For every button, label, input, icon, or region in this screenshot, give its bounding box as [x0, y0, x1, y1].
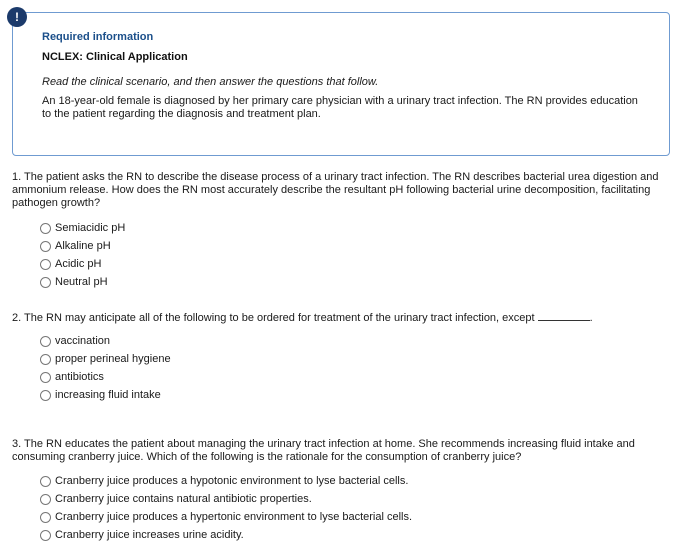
- question-2-suffix: .: [589, 312, 593, 324]
- option-label: Cranberry juice produces a hypotonic environment to lyse bacterial cells.: [55, 475, 409, 487]
- option-label: antibiotics: [55, 371, 104, 383]
- option-label: Semiacidic pH: [55, 222, 126, 234]
- option-label: Cranberry juice contains natural antibiotic properties.: [55, 493, 312, 505]
- radio-button[interactable]: [40, 336, 51, 347]
- question-3-text: 3. The RN educates the patient about managing the urinary tract infection at home. She recommends increasing fluid intake and consuming cranberry juice. Which of the following is the rationale for the consumption of cranberry juice?: [12, 438, 635, 463]
- question-3: [12, 438, 662, 541]
- option-label: Neutral pH: [55, 276, 108, 288]
- question-2-text-line: [12, 311, 662, 325]
- radio-button[interactable]: [40, 259, 51, 270]
- question-3-option-4[interactable]: [40, 526, 412, 544]
- option-label: Acidic pH: [55, 258, 102, 270]
- required-information-panel: [12, 12, 670, 156]
- radio-button[interactable]: [40, 494, 51, 505]
- radio-button[interactable]: [40, 390, 51, 401]
- question-2-text: 2. The RN may anticipate all of the following to be ordered for treatment of the urinary tract infection, except: [12, 312, 535, 324]
- question-3-options: [40, 472, 412, 544]
- option-label: Alkaline pH: [55, 240, 111, 252]
- info-subheading: NCLEX: Clinical Application: [42, 51, 188, 63]
- question-3-option-1[interactable]: [40, 472, 412, 490]
- question-2-option-2[interactable]: [40, 350, 171, 368]
- radio-button[interactable]: [40, 512, 51, 523]
- option-label: proper perineal hygiene: [55, 353, 171, 365]
- question-1-text: 1. The patient asks the RN to describe the disease process of a urinary tract infection. The RN describes bacterial urea digestion and ammonium release. How does the RN most accurately describe the resultant pH following bacterial urine decomposition, facilitating pathogen growth?: [12, 171, 659, 209]
- radio-button[interactable]: [40, 241, 51, 252]
- radio-button[interactable]: [40, 372, 51, 383]
- option-label: Cranberry juice produces a hypertonic environment to lyse bacterial cells.: [55, 511, 413, 523]
- option-label: Cranberry juice increases urine acidity.: [55, 529, 244, 541]
- question-2: [12, 311, 662, 401]
- question-1-option-4[interactable]: [40, 273, 125, 291]
- question-1-options: [40, 219, 125, 291]
- radio-button[interactable]: [40, 354, 51, 365]
- option-label: increasing fluid intake: [55, 389, 161, 401]
- question-2-options: [40, 332, 171, 404]
- exclamation-icon: !: [7, 7, 27, 27]
- question-2-option-1[interactable]: [40, 332, 171, 350]
- question-2-option-3[interactable]: [40, 368, 171, 386]
- clinical-scenario: An 18-year-old female is diagnosed by her primary care physician with a urinary tract infection. The RN provides education to the patient regarding the diagnosis and treatment plan.: [42, 95, 638, 120]
- radio-button[interactable]: [40, 223, 51, 234]
- info-heading: Required information: [42, 31, 154, 43]
- question-3-option-3[interactable]: [40, 508, 412, 526]
- radio-button[interactable]: [40, 277, 51, 288]
- question-1-option-2[interactable]: [40, 237, 125, 255]
- option-label: vaccination: [55, 335, 111, 347]
- question-1-option-1[interactable]: [40, 219, 125, 237]
- answer-blank: [538, 311, 590, 321]
- question-3-option-2[interactable]: [40, 490, 412, 508]
- radio-button[interactable]: [40, 476, 51, 487]
- info-instruction: Read the clinical scenario, and then answer the questions that follow.: [42, 76, 379, 88]
- question-1: [12, 171, 662, 288]
- radio-button[interactable]: [40, 530, 51, 541]
- question-1-option-3[interactable]: [40, 255, 125, 273]
- question-2-option-4[interactable]: [40, 386, 171, 404]
